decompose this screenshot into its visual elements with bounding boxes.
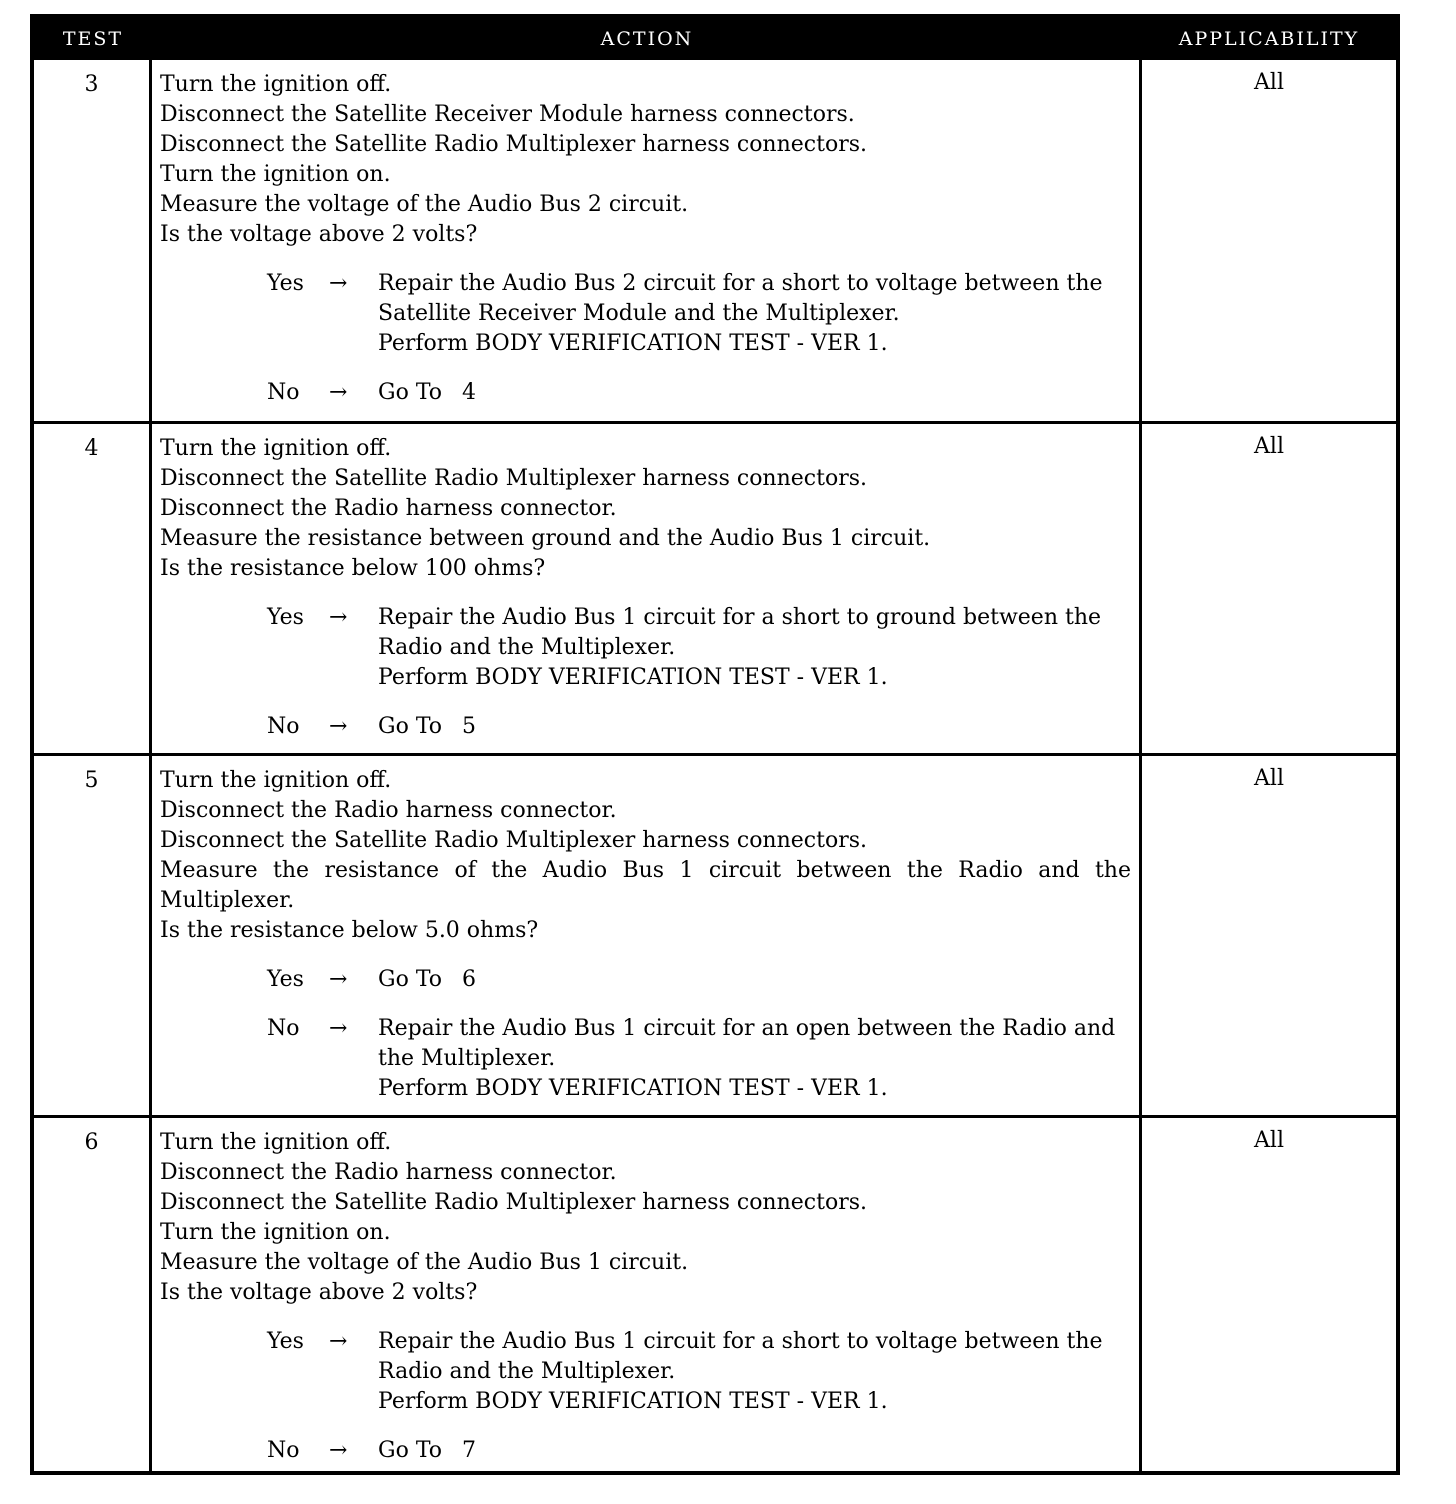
step-line: Disconnect the Satellite Radio Multiplexer harness connectors. [160, 466, 867, 491]
answers [160, 603, 1131, 742]
step-line: Disconnect the Satellite Radio Multiplexer harness connectors. [160, 828, 867, 853]
no-label: No [267, 714, 300, 739]
yes-answer [160, 603, 1131, 693]
step-line: Turn the ignition off. [160, 436, 392, 461]
result-line: Repair the Audio Bus 1 circuit for a short to voltage between the [378, 1329, 1103, 1354]
goto-number: 5 [462, 714, 477, 739]
step-line: Is the resistance below 5.0 ohms? [160, 918, 539, 943]
yes-answer [160, 965, 1131, 995]
yes-answer [160, 269, 1131, 359]
no-result [378, 1436, 1131, 1466]
header-test: TEST [62, 28, 124, 50]
arrow-right-icon: → [329, 1438, 348, 1463]
header-applicability: APPLICABILITY [1178, 28, 1360, 50]
arrow-right-icon: → [329, 714, 348, 739]
yes-result [378, 965, 1131, 995]
table-row [34, 60, 1396, 421]
applicability-cell: All [1254, 70, 1284, 95]
answers [160, 1327, 1131, 1466]
step-line: Turn the ignition off. [160, 768, 392, 793]
result-line: Perform BODY VERIFICATION TEST - VER 1. [378, 1389, 888, 1414]
yes-label: Yes [267, 967, 304, 992]
result-line: Radio and the Multiplexer. [378, 635, 676, 660]
test-number: 3 [34, 60, 152, 421]
table-header [34, 18, 1396, 60]
step-line: Is the resistance below 100 ohms? [160, 556, 546, 581]
no-label: No [267, 1438, 300, 1463]
goto-number: 6 [462, 967, 477, 992]
no-answer [160, 712, 1131, 742]
goto-text: Go To [378, 714, 443, 739]
diagnostic-table [30, 14, 1400, 1475]
yes-result [378, 269, 1131, 359]
table-row [34, 753, 1396, 1115]
step-line: Disconnect the Radio harness connector. [160, 1160, 617, 1185]
applicability-cell: All [1254, 1128, 1284, 1153]
table-row [34, 1115, 1396, 1472]
result-line: Repair the Audio Bus 1 circuit for an open between the Radio and [378, 1016, 1116, 1041]
step-line: Measure the resistance of the Audio Bus 1 circuit between the Radio and the Multiplexer. [160, 858, 1131, 913]
step-line: Disconnect the Satellite Receiver Module harness connectors. [160, 102, 855, 127]
answers [160, 965, 1131, 1104]
action-cell [152, 60, 1142, 421]
result-line: Repair the Audio Bus 2 circuit for a short to voltage between the [378, 271, 1103, 296]
applicability-cell: All [1254, 434, 1284, 459]
action-cell [152, 424, 1142, 753]
arrow-right-icon: → [329, 271, 348, 296]
no-result [378, 1014, 1131, 1104]
step-line: Disconnect the Satellite Radio Multiplexer harness connectors. [160, 132, 867, 157]
yes-result [378, 1327, 1131, 1417]
step-line: Turn the ignition on. [160, 162, 391, 187]
result-line: Satellite Receiver Module and the Multiplexer. [378, 301, 900, 326]
applicability-cell: All [1254, 766, 1284, 791]
test-number: 4 [34, 424, 152, 753]
step-line: Turn the ignition on. [160, 1220, 391, 1245]
no-answer [160, 1436, 1131, 1466]
step-line: Measure the voltage of the Audio Bus 1 circuit. [160, 1250, 689, 1275]
step-line: Disconnect the Satellite Radio Multiplexer harness connectors. [160, 1190, 867, 1215]
goto-text: Go To [378, 1438, 443, 1463]
answers [160, 269, 1131, 408]
step-line: Measure the voltage of the Audio Bus 2 circuit. [160, 192, 689, 217]
step-line: Disconnect the Radio harness connector. [160, 496, 617, 521]
step-line: Measure the resistance between ground and the Audio Bus 1 circuit. [160, 526, 931, 551]
no-label: No [267, 380, 300, 405]
goto-number: 4 [462, 380, 477, 405]
result-line: Perform BODY VERIFICATION TEST - VER 1. [378, 331, 888, 356]
arrow-right-icon: → [329, 1016, 348, 1041]
step-line: Turn the ignition off. [160, 1130, 392, 1155]
no-result [378, 378, 1131, 408]
test-number: 5 [34, 756, 152, 1115]
no-answer [160, 378, 1131, 408]
arrow-right-icon: → [329, 967, 348, 992]
step-line: Turn the ignition off. [160, 72, 392, 97]
no-label: No [267, 1016, 300, 1041]
step-line: Disconnect the Radio harness connector. [160, 798, 617, 823]
arrow-right-icon: → [329, 380, 348, 405]
arrow-right-icon: → [329, 1329, 348, 1354]
step-line: Is the voltage above 2 volts? [160, 1280, 478, 1305]
result-line: Perform BODY VERIFICATION TEST - VER 1. [378, 1076, 888, 1101]
action-cell [152, 1118, 1142, 1472]
yes-result [378, 603, 1131, 693]
result-line: Radio and the Multiplexer. [378, 1359, 676, 1384]
goto-text: Go To [378, 380, 443, 405]
result-line: Repair the Audio Bus 1 circuit for a short to ground between the [378, 605, 1102, 630]
goto-text: Go To [378, 967, 443, 992]
action-cell [152, 756, 1142, 1115]
no-result [378, 712, 1131, 742]
result-line: Perform BODY VERIFICATION TEST - VER 1. [378, 665, 888, 690]
yes-label: Yes [267, 271, 304, 296]
arrow-right-icon: → [329, 605, 348, 630]
table-row [34, 421, 1396, 753]
yes-answer [160, 1327, 1131, 1417]
yes-label: Yes [267, 605, 304, 630]
header-action: ACTION [600, 28, 694, 50]
test-number: 6 [34, 1118, 152, 1472]
goto-number: 7 [462, 1438, 477, 1463]
no-answer [160, 1014, 1131, 1104]
yes-label: Yes [267, 1329, 304, 1354]
step-line: Is the voltage above 2 volts? [160, 222, 478, 247]
result-line: the Multiplexer. [378, 1046, 556, 1071]
